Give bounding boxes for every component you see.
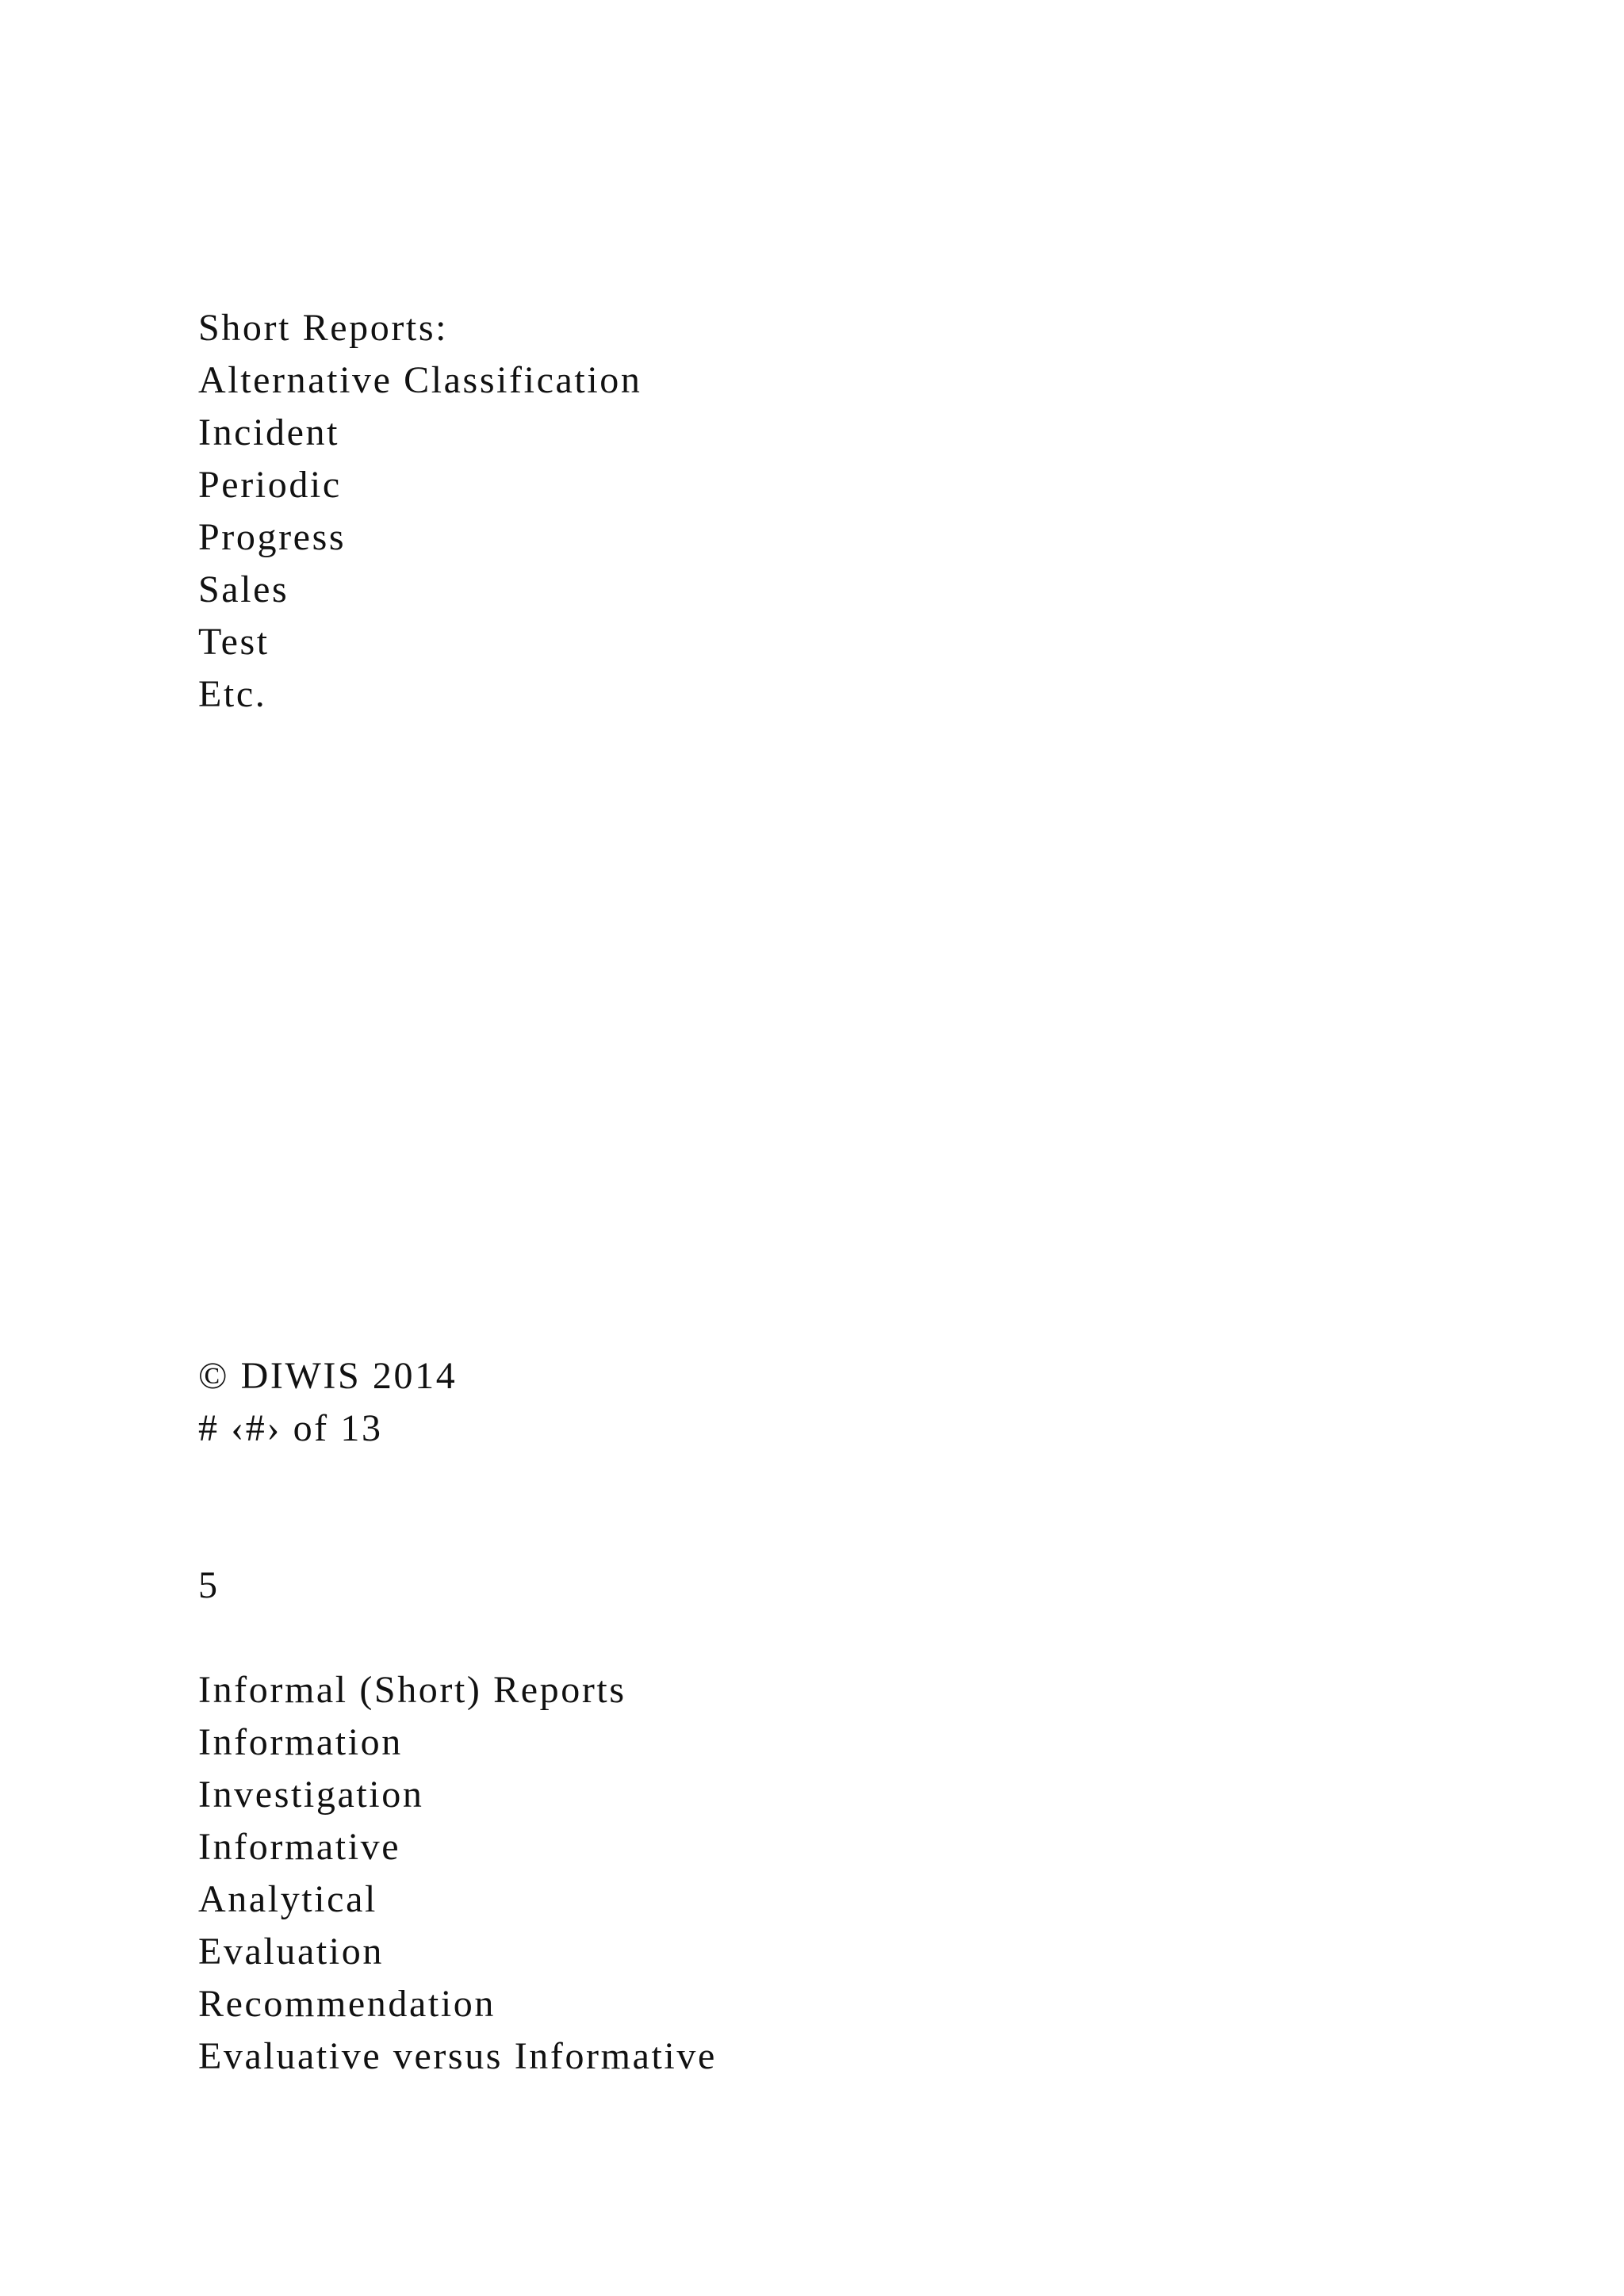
copyright-text: © DIWIS 2014 <box>198 1355 458 1397</box>
list-item: Informative <box>198 1826 401 1868</box>
list-item: Progress <box>198 516 347 558</box>
list-item: Periodic <box>198 464 342 506</box>
informal-reports-heading: Informal (Short) Reports <box>198 1669 626 1711</box>
list-item: Analytical <box>198 1878 377 1920</box>
page-number: 5 <box>198 1564 220 1606</box>
list-item: Etc. <box>198 673 267 715</box>
list-item: Sales <box>198 568 289 610</box>
slide-number-text: # ‹#› of 13 <box>198 1407 383 1449</box>
list-item: Evaluation <box>198 1931 384 1973</box>
list-item: Information <box>198 1721 403 1763</box>
list-item: Recommendation <box>198 1983 496 2025</box>
short-reports-heading: Short Reports: <box>198 307 449 349</box>
list-item: Investigation <box>198 1774 424 1816</box>
list-item: Evaluative versus Informative <box>198 2035 717 2077</box>
list-item: Alternative Classification <box>198 359 642 401</box>
list-item: Test <box>198 621 270 663</box>
list-item: Incident <box>198 411 340 453</box>
